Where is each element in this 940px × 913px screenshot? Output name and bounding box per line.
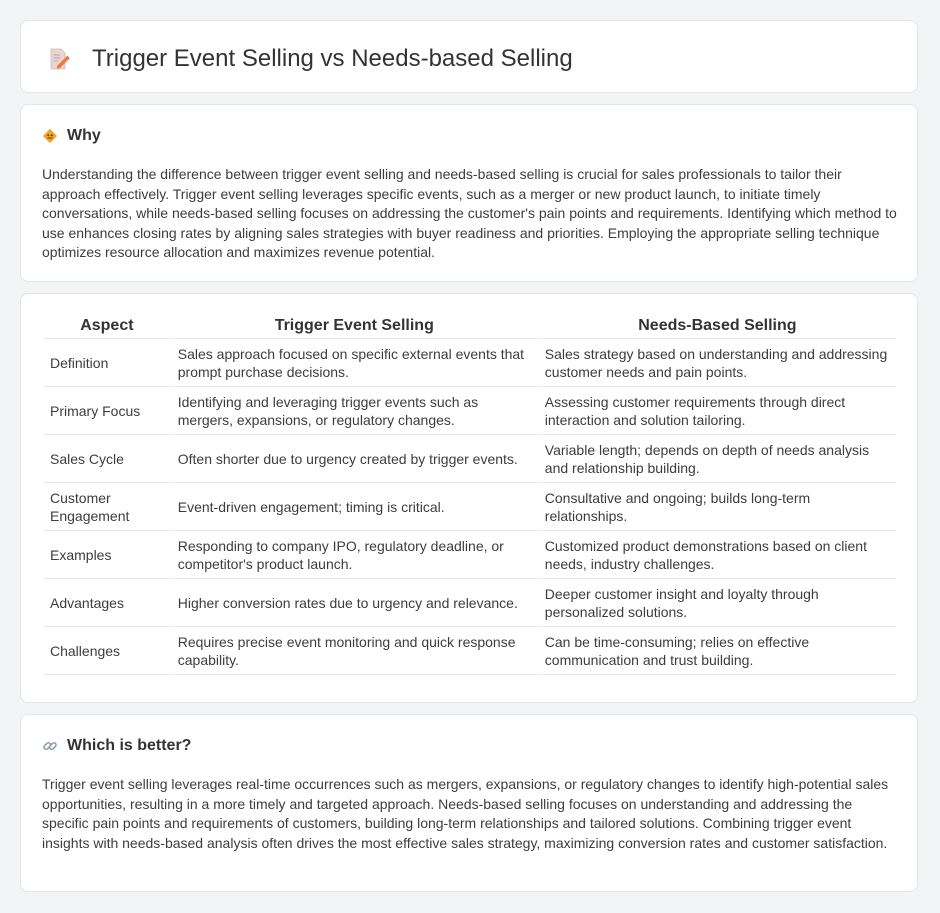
row-trigger: Often shorter due to urgency created by trigger events. xyxy=(172,435,537,483)
link-icon xyxy=(42,738,58,754)
better-title: Which is better? xyxy=(67,737,192,754)
which-better-card xyxy=(20,714,918,892)
row-needs: Consultative and ongoing; builds long-term relationships. xyxy=(539,483,896,531)
table-row xyxy=(44,483,896,531)
row-trigger: Identifying and leveraging trigger events such as mergers, expansions, or regulatory changes. xyxy=(172,387,537,435)
table-header-row xyxy=(44,316,896,339)
row-aspect: Advantages xyxy=(44,579,170,627)
why-body: Understanding the difference between trigger event selling and needs-based selling is crucial for sales professionals to tailor their approach effectively. Trigger event selling leverages specific events, such as a merger or new product launch, to initiate timely conversations, while needs-based selling focuses on addressing the customer's pain points and requirements. Identifying which method to use enhances closing rates by aligning sales strategies with buyer readiness and priorities. Employing the appropriate selling technique optimizes resource allocation and maximizes revenue potential. xyxy=(42,166,897,261)
row-trigger: Higher conversion rates due to urgency and relevance. xyxy=(172,579,537,627)
row-aspect: Challenges xyxy=(44,627,170,675)
row-needs: Sales strategy based on understanding and addressing customer needs and pain points. xyxy=(539,339,896,387)
row-aspect: Customer Engagement xyxy=(44,483,170,531)
row-aspect: Primary Focus xyxy=(44,387,170,435)
document-pencil-icon xyxy=(47,47,71,71)
table-row xyxy=(44,387,896,435)
table-row xyxy=(44,627,896,675)
page-title: Trigger Event Selling vs Needs-based Selling xyxy=(92,45,573,72)
better-heading xyxy=(42,737,191,755)
header-aspect: Aspect xyxy=(44,316,170,339)
row-aspect: Definition xyxy=(44,339,170,387)
table-row xyxy=(44,339,896,387)
header-needs-based: Needs-Based Selling xyxy=(539,316,896,339)
row-needs: Deeper customer insight and loyalty through personalized solutions. xyxy=(539,579,896,627)
row-needs: Assessing customer requirements through direct interaction and solution tailoring. xyxy=(539,387,896,435)
why-card xyxy=(20,104,918,282)
row-needs: Customized product demonstrations based on client needs, industry challenges. xyxy=(539,531,896,579)
comparison-card xyxy=(20,293,918,703)
row-aspect: Examples xyxy=(44,531,170,579)
table-row xyxy=(44,435,896,483)
row-trigger: Responding to company IPO, regulatory deadline, or competitor's product launch. xyxy=(172,531,537,579)
row-needs: Can be time-consuming; relies on effective communication and trust building. xyxy=(539,627,896,675)
table-row xyxy=(44,531,896,579)
comparison-table xyxy=(42,316,898,675)
row-trigger: Sales approach focused on specific external events that prompt purchase decisions. xyxy=(172,339,537,387)
why-heading xyxy=(42,127,101,145)
header-trigger-event: Trigger Event Selling xyxy=(172,316,537,339)
table-row xyxy=(44,579,896,627)
better-body: Trigger event selling leverages real-time occurrences such as mergers, expansions, or regulatory changes to identify high-potential sales opportunities, resulting in a more timely and targeted approach. Needs-based selling focuses on understanding and addressing the specific pain points and requirements of customers, building long-term relationships and tailored solutions. Combining trigger event insights with needs-based analysis often drives the most effective sales strategy, maximizing conversion rates and customer satisfaction. xyxy=(42,776,889,851)
road-sign-icon xyxy=(42,128,58,144)
title-card xyxy=(20,20,918,93)
row-trigger: Event-driven engagement; timing is critical. xyxy=(172,483,537,531)
why-title: Why xyxy=(67,127,101,144)
row-aspect: Sales Cycle xyxy=(44,435,170,483)
row-trigger: Requires precise event monitoring and quick response capability. xyxy=(172,627,537,675)
row-needs: Variable length; depends on depth of needs analysis and relationship building. xyxy=(539,435,896,483)
title-row xyxy=(47,45,573,73)
